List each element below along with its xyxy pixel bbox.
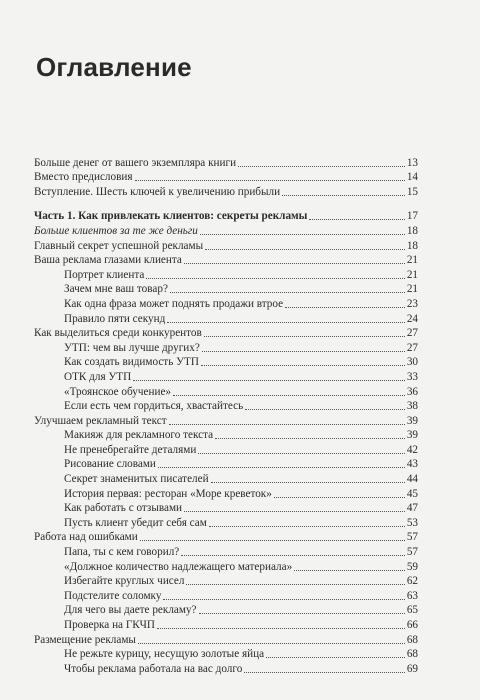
dot-leader	[285, 307, 405, 308]
toc-page-number: 17	[406, 210, 418, 223]
toc-page-number: 63	[406, 589, 418, 602]
toc-entry[interactable]	[34, 238, 418, 253]
toc-entry[interactable]	[34, 413, 418, 428]
toc-page-number: 30	[406, 356, 418, 369]
toc-entry[interactable]	[34, 617, 418, 632]
dot-leader	[209, 526, 405, 527]
dot-leader	[146, 278, 404, 279]
toc-entry-title: Улучшаем рекламный текст	[34, 414, 167, 427]
toc-page-number: 27	[406, 327, 418, 340]
dot-leader	[282, 195, 405, 196]
dot-leader	[200, 234, 405, 235]
toc-entry[interactable]	[34, 559, 418, 574]
toc-entry-title: Чтобы реклама работала на вас долго	[64, 662, 243, 675]
dot-leader	[186, 584, 404, 585]
toc-entry-title: Избегайте круглых чисел	[64, 575, 185, 588]
toc-part-heading[interactable]	[34, 209, 418, 224]
toc-entry[interactable]	[34, 588, 418, 603]
toc-entry[interactable]	[34, 170, 418, 185]
toc-entry-title: Вступление. Шесть ключей к увеличению прибыли	[34, 185, 281, 198]
toc-entry-title: Часть 1. Как привлекать клиентов: секреты рекламы	[34, 210, 308, 223]
toc-page-number: 66	[406, 619, 418, 631]
toc-entry[interactable]	[34, 184, 418, 199]
toc-entry-title: Как работать с отзывами	[64, 502, 183, 515]
dot-leader	[181, 555, 405, 556]
toc-page-number: 14	[406, 171, 418, 184]
toc-entry-title: Работа над ошибками	[34, 531, 138, 544]
toc-entry[interactable]	[34, 282, 418, 297]
dot-leader	[158, 467, 405, 468]
toc-entry-title: Не режьте курицу, несущую золотые яйца	[64, 648, 265, 661]
dot-leader	[202, 351, 405, 352]
toc-entry-title: Правило пяти секунд	[64, 312, 166, 325]
toc-entry-title: «Должное количество надлежащего материала»	[64, 560, 293, 573]
toc-entry-title: «Троянское обучение»	[64, 385, 172, 398]
dot-leader	[138, 643, 405, 644]
toc-entry[interactable]	[34, 471, 418, 486]
toc-entry[interactable]	[34, 369, 418, 384]
dot-leader	[173, 395, 405, 396]
toc-entry[interactable]	[34, 530, 418, 545]
toc-entry-title: Больше денег от вашего экземпляра книги	[34, 156, 237, 169]
toc-page-number: 24	[406, 312, 418, 325]
toc-entry-title: Для чего вы даете рекламу?	[64, 604, 197, 617]
toc-entry[interactable]	[34, 486, 418, 501]
dot-leader	[205, 249, 405, 250]
toc-entry[interactable]	[34, 603, 418, 618]
toc-entry[interactable]	[34, 574, 418, 589]
toc-entry[interactable]	[34, 267, 418, 282]
dot-leader	[169, 424, 405, 425]
dot-leader	[163, 599, 404, 600]
dot-leader	[170, 292, 405, 293]
toc-page-number: 27	[406, 341, 418, 354]
toc-page-number: 68	[406, 648, 418, 661]
toc-entry-title: История первая: ресторан «Море креветок»	[64, 487, 272, 500]
toc-page-number: 33	[406, 370, 418, 383]
dot-leader	[199, 613, 405, 614]
toc-entry-title: Если есть чем гордиться, хвастайтесь	[64, 400, 244, 413]
toc-page-number: 43	[406, 458, 418, 471]
toc-entry[interactable]	[34, 428, 418, 443]
toc-page-number: 13	[406, 156, 418, 169]
toc-entry-title: Подстелите соломку	[64, 589, 162, 602]
toc-entry-title: Как выделиться среди конкурентов	[34, 327, 202, 340]
toc-entry[interactable]	[34, 155, 418, 170]
dot-leader	[211, 482, 405, 483]
toc-entry[interactable]	[34, 340, 418, 355]
toc-page-number: 21	[406, 268, 418, 281]
dot-leader	[184, 511, 405, 512]
toc-entry[interactable]	[34, 326, 418, 341]
toc-entry-title: Не пренебрегайте деталями	[64, 443, 197, 456]
toc-page-number: 59	[406, 560, 418, 573]
toc-page-number: 21	[406, 254, 418, 267]
toc-page-number: 18	[406, 224, 418, 237]
toc-entry-title: Секрет знаменитых писателей	[64, 473, 209, 486]
toc-entry-title: ОТК для УТП	[64, 370, 132, 383]
toc-page-number: 57	[406, 531, 418, 544]
toc-entry[interactable]	[34, 223, 418, 238]
toc-entry[interactable]	[34, 661, 418, 676]
toc-page-number: 45	[406, 487, 418, 500]
section-gap	[34, 199, 418, 209]
toc-title: Оглавление	[36, 52, 192, 82]
dot-leader	[157, 628, 405, 629]
toc-entry[interactable]	[34, 544, 418, 559]
dot-leader	[133, 380, 405, 381]
toc-entry[interactable]	[34, 515, 418, 530]
toc-entry[interactable]	[34, 457, 418, 472]
toc-page-number: 36	[406, 385, 418, 398]
toc-entry-title: Главный секрет успешной рекламы	[34, 239, 204, 252]
dot-leader	[204, 336, 405, 337]
toc-entry-title: Макияж для рекламного текста	[64, 429, 214, 442]
dot-leader	[244, 672, 405, 673]
dot-leader	[167, 322, 405, 323]
toc-entry[interactable]	[34, 442, 418, 457]
toc-page-number: 39	[406, 414, 418, 427]
toc-entry[interactable]	[34, 296, 418, 311]
dot-leader	[184, 263, 405, 264]
toc-entry-title: Пусть клиент убедит себя сам	[64, 516, 207, 529]
toc-page-number: 38	[406, 400, 418, 413]
toc-entry[interactable]	[34, 253, 418, 268]
toc-entry-title: Зачем мне ваш товар?	[64, 283, 168, 296]
toc-entry-title: Проверка на ГКЧП	[64, 619, 155, 631]
dot-leader	[266, 657, 405, 658]
toc-entry-title: Как одна фраза может поднять продажи втрое	[64, 297, 284, 310]
toc-entry[interactable]	[34, 647, 418, 662]
dot-leader	[238, 166, 405, 167]
toc-page-number: 68	[406, 633, 418, 646]
dot-leader	[135, 180, 405, 181]
toc-entry-title: УТП: чем вы лучше других?	[64, 341, 200, 354]
toc-entry-title: Вместо предисловия	[34, 171, 133, 184]
dot-leader	[198, 453, 404, 454]
toc-entry-title: Портрет клиента	[64, 268, 145, 281]
toc-page-number: 47	[406, 502, 418, 515]
toc-entry[interactable]	[34, 501, 418, 516]
dot-leader	[309, 219, 404, 220]
toc-entry[interactable]	[34, 355, 418, 370]
toc-entry[interactable]	[34, 399, 418, 414]
toc-page-number: 62	[406, 575, 418, 588]
toc-entry-title: Как создать видимость УТП	[64, 356, 199, 369]
toc-entry-title: Папа, ты с кем говорил?	[64, 546, 180, 559]
toc-page-number: 18	[406, 239, 418, 252]
dot-leader	[215, 438, 405, 439]
toc-entry-title: Рисование словами	[64, 458, 156, 471]
toc-page-number: 15	[406, 185, 418, 198]
toc-page-number: 53	[406, 516, 418, 529]
toc-page-number: 69	[406, 662, 418, 675]
dot-leader	[274, 497, 405, 498]
toc-entry[interactable]	[34, 632, 418, 647]
toc-page-number: 42	[406, 443, 418, 456]
toc-entry[interactable]	[34, 384, 418, 399]
toc-page-number: 39	[406, 429, 418, 442]
toc-page-number: 44	[406, 473, 418, 486]
toc-entry-title: Размещение рекламы	[34, 633, 136, 646]
dot-leader	[140, 540, 405, 541]
toc-page-number: 21	[406, 283, 418, 296]
toc-page-number: 23	[406, 297, 418, 310]
toc-entry[interactable]	[34, 311, 418, 326]
toc-page-number: 65	[406, 604, 418, 617]
dot-leader	[294, 570, 405, 571]
toc-entry-title: Ваша реклама глазами клиента	[34, 254, 182, 267]
toc-entry-title: Больше клиентов за те же деньги	[34, 224, 198, 237]
dot-leader	[201, 365, 405, 366]
toc-page-number: 57	[406, 546, 418, 559]
table-of-contents	[34, 155, 418, 676]
dot-leader	[245, 409, 405, 410]
